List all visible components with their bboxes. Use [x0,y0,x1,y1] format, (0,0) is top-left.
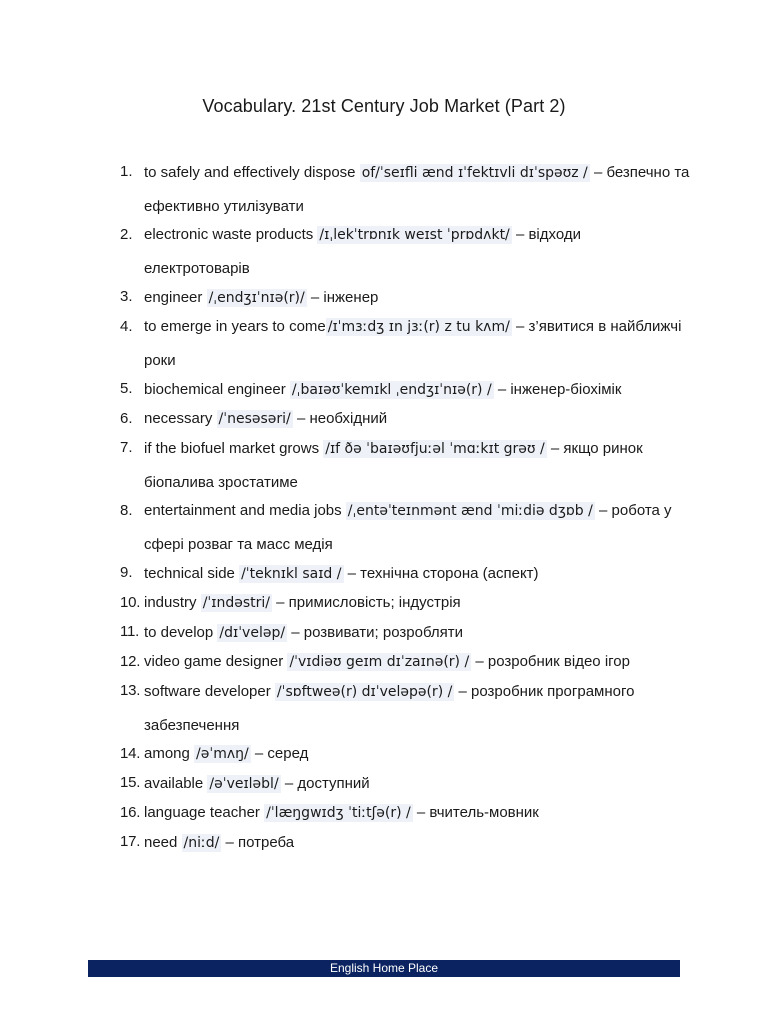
item-number: 13. [120,682,141,699]
item-translation: – розробник відео ігор [471,653,630,670]
item-number: 6. [120,409,133,427]
item-translation: – розвивати; розробляти [287,623,463,641]
item-phonetic: /ˌentəˈteɪnmənt ænd ˈmiːdiə dʒɒb / [347,503,593,519]
item-phonetic: /ˈteknɪkl saɪd / [241,565,342,582]
item-term: entertainment and media jobs [144,502,346,519]
item-translation: – розробник програмного забезпечення [144,682,635,734]
item-number: 10. [120,593,141,611]
item-entry [144,432,690,499]
item-translation: – якщо ринок біопалива зростатиме [144,439,643,491]
list-item [120,160,690,223]
item-phonetic: /ˈlæŋgwɪdʒ ˈtiːtʃə(r) / [266,805,411,821]
item-entry [144,310,690,377]
item-translation: – серед [250,745,309,762]
vocabulary-list [120,160,690,860]
item-phonetic: /ɪˈmɜːdʒ ɪn jɜː(r) z tu kʌm/ [327,319,510,335]
item-number: 4. [120,317,133,335]
item-term: electronic waste products [144,226,318,243]
list-item [120,679,690,742]
item-translation: – з’явитися в найближчі роки [144,318,682,369]
item-number: 14. [120,744,141,762]
item-translation: – необхідний [292,410,388,427]
list-item [120,436,690,499]
item-term: to safely and effectively dispose [144,163,360,181]
item-translation: – вчитель-мовник [412,804,539,821]
list-item [120,499,690,562]
item-translation: – безпечно та ефективно утилізувати [144,163,690,215]
item-number: 12. [120,652,141,670]
item-translation: – інженер-біохімік [493,380,622,398]
item-term: industry [144,594,201,611]
item-phonetic: of/ˈseɪfli ænd ɪˈfektɪvli dɪˈspəʊz / [361,164,588,181]
item-term: to develop [144,623,218,641]
item-phonetic: /ɪˌlekˈtrɒnɪk weɪst ˈprɒdʌkt/ [319,227,510,243]
page-title: Vocabulary. 21st Century Job Market (Part 2) [202,96,566,116]
item-term: engineer [144,288,207,306]
item-phonetic: /ˌbaɪəʊˈkemɪkl ˌendʒɪˈnɪə(r) / [291,381,492,398]
item-phonetic: /ˈvɪdiəʊ geɪm dɪˈzaɪnə(r) / [289,654,470,670]
item-number: 1. [120,163,133,180]
item-number: 9. [120,564,133,581]
item-number: 5. [120,380,133,397]
list-item [120,223,690,286]
item-entry [144,675,690,742]
item-entry [144,156,690,223]
item-number: 3. [120,288,133,305]
item-term: technical side [144,564,240,582]
item-number: 2. [120,225,133,243]
item-term: to emerge in years to come [144,318,326,335]
item-number: 11. [120,623,140,640]
item-term: if the biofuel market grows [144,439,324,457]
item-phonetic: /dɪˈveləp/ [219,624,286,641]
item-translation: – відходи електротоварів [144,226,581,277]
item-translation: – примисловість; індустрія [272,594,461,611]
item-number: 7. [120,439,133,456]
item-phonetic: /əˈmʌŋ/ [196,746,249,762]
item-translation: – інженер [306,288,379,306]
item-number: 15. [120,774,141,791]
item-number: 8. [120,501,133,519]
item-term: need [144,833,182,851]
item-translation: – технічна сторона (аспект) [343,564,539,582]
item-entry [144,826,690,860]
item-entry [144,218,690,285]
item-phonetic: /niːd/ [183,834,220,851]
list-item [120,315,690,378]
item-term: necessary [144,410,217,427]
item-phonetic: /ɪf ðə ˈbaɪəʊfjuːəl ˈmɑːkɪt grəʊ / [325,440,545,457]
item-phonetic: /əˈveɪləbl/ [209,775,279,792]
item-term: language teacher [144,804,265,821]
item-term: software developer [144,682,275,700]
item-translation: – доступний [280,774,370,792]
list-item [120,830,690,860]
footer-label: English Home Place [329,961,439,975]
item-entry [144,494,690,561]
item-number: 16. [120,803,141,821]
item-phonetic: /ˈɪndəstri/ [202,595,270,611]
item-number: 17. [120,833,141,850]
item-term: biochemical engineer [144,380,290,398]
item-phonetic: /ˈsɒftweə(r) dɪˈveləpə(r) / [276,683,453,700]
item-phonetic: /ˌendʒɪˈnɪə(r)/ [208,289,305,306]
item-phonetic: /ˈnesəsəri/ [218,411,291,427]
footer-bar [88,960,680,977]
item-term: video game designer [144,653,288,670]
item-term: among [144,745,195,762]
item-translation: – робота у сфері розваг та масс медія [144,502,672,553]
item-term: available [144,774,208,792]
item-translation: – потреба [221,833,295,851]
